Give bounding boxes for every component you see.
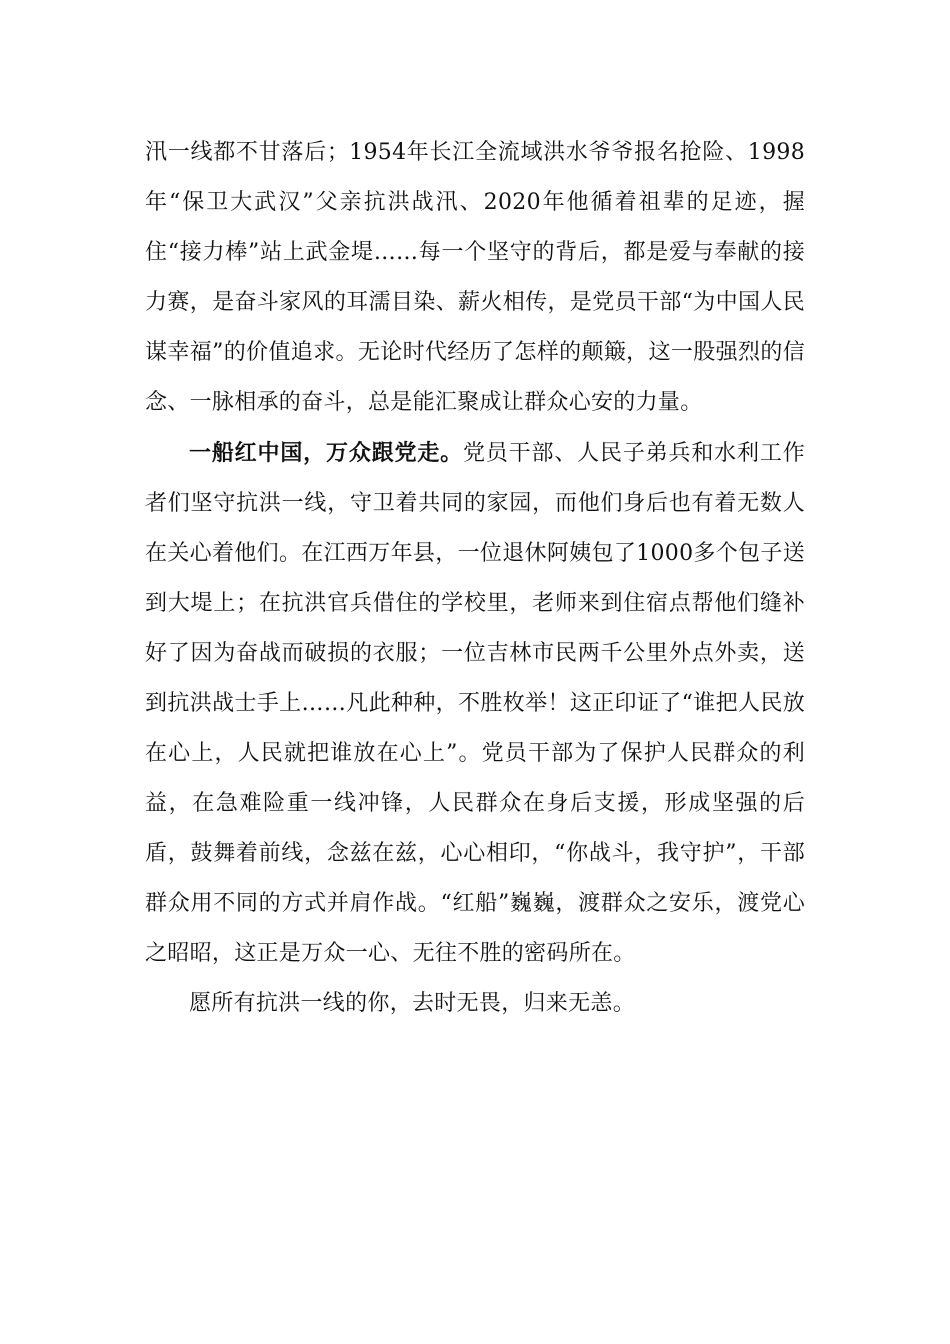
paragraph-1-text: 汛一线都不甘落后；1954年长江全流域洪水爷爷报名抢险、1998年“保卫大武汉”父亲抗洪战汛、2020年他循着祖辈的足迹，握住“接力棒”站上武金堤……每一个坚守的背后，都是爱与奉献的接力赛，是奋斗家风的耳濡目染、薪火相传，是党员干部“为中国人民谋幸福”的价值追求。无论时代经历了怎样的颠簸，这一股强烈的信念、一脉相承的奋斗，总是能汇聚成让群众心安的力量。 — [145, 140, 805, 415]
paragraph-1 — [145, 128, 805, 428]
paragraph-2-lead: 一船红中国，万众跟党走。 — [189, 440, 464, 466]
paragraph-2 — [145, 428, 805, 979]
paragraph-2-text: 党员干部、人民子弟兵和水利工作者们坚守抗洪一线，守卫着共同的家园，而他们身后也有着无数人在关心着他们。在江西万年县，一位退休阿姨包了1000多个包子送到大堤上；在抗洪官兵借住的学校里，老师来到住宿点帮他们缝补好了因为奋战而破损的衣服；一位吉林市民两千公里外点外卖，送到抗洪战士手上……凡此种种，不胜枚举！这正印证了“谁把人民放在心上，人民就把谁放在心上”。党员干部为了保护人民群众的利益，在急难险重一线冲锋，人民群众在身后支援，形成坚强的后盾，鼓舞着前线，念兹在兹，心心相印，“你战斗，我守护”，干部群众用不同的方式并肩作战。“红船”巍巍，渡群众之安乐，渡党心之昭昭，这正是万众一心、无往不胜的密码所在。 — [145, 441, 805, 966]
paragraph-3-text: 愿所有抗洪一线的你，去时无畏，归来无恙。 — [189, 991, 636, 1016]
document-body — [145, 128, 805, 1029]
paragraph-3 — [145, 979, 805, 1029]
